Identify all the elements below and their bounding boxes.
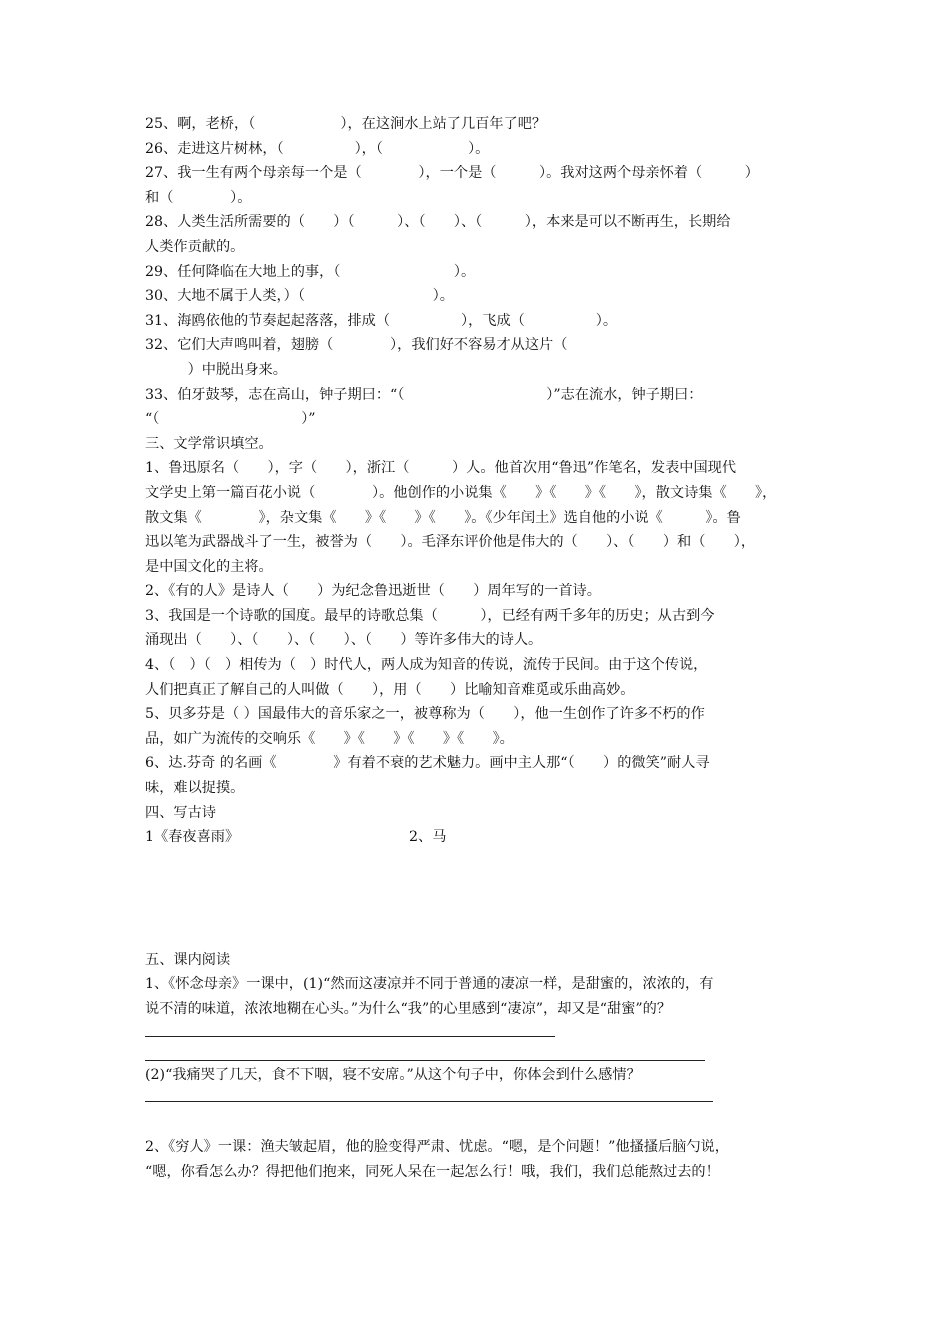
question-32: 32、它们大声鸣叫着，翅膀（ ），我们好不容易才从这片（ [145,337,568,354]
lit-question-1-cont-b: 散文集《 》，杂文集《 》《 》《 》。《少年闰土》选自他的小说《 》。鲁 [145,509,741,526]
question-33: 33、伯牙鼓琴，志在高山，钟子期曰：“（ ）”志在流水，钟子期曰： [145,386,703,403]
literature-section [145,432,810,801]
poem-writing-space [145,850,810,948]
question-25: 25、啊，老桥，（ ），在这涧水上站了几百年了吧？ [145,116,547,132]
reading-section [145,948,810,1185]
poem-title-1: 1《春夜喜雨》 [145,829,240,846]
reading-question-1: 1、《怀念母亲》一课中，(1)“然而这凄凉并不同于普通的凄凉一样，是甜蜜的，浓浓的，有 [145,976,714,993]
lit-question-4-cont: 人们把真正了解自己的人叫做（ ），用（ ）比喻知音难觅或乐曲高妙。 [145,681,635,698]
lit-question-1-cont-c: 迅以笔为武器战斗了一生，被誉为（ ）。毛泽东评价他是伟大的（ ）、（ ）和（ ）， [145,534,756,551]
lit-question-2: 2、《有的人》是诗人（ ）为纪念鲁迅逝世（ ）周年写的一首诗。 [145,583,601,600]
question-33-cont: “（ ）” [145,411,316,428]
section-heading-literature: 三、文学常识填空。 [145,435,273,452]
question-26: 26、走进这片树林，（ ），（ ）。 [145,140,490,157]
section-heading-poems: 四、写古诗 [145,804,216,821]
lit-question-3-cont: 涌现出（ ）、（ ）、（ ）、（ ）等许多伟大的诗人。 [145,632,543,649]
worksheet-page [145,112,810,1184]
answer-line [145,1060,705,1061]
question-31: 31、海鸥依他的节奏起起落落，排成（ ），飞成（ ）。 [145,312,618,329]
fill-in-section [145,112,810,432]
poem-section [145,801,810,948]
lit-question-6: 6、达.芬奇 的名画《 》有着不衰的艺术魅力。画中主人那“（ ）的微笑”耐人寻 [145,755,710,772]
lit-question-5: 5、贝多芬是（ ）国最伟大的音乐家之一，被尊称为（ ），他一生创作了许多不朽的作 [145,706,705,723]
question-28: 28、人类生活所需要的（ ）（ ）、（ ）、（ ），本来是可以不断再生，长期给 [145,214,731,231]
lit-question-3: 3、我国是一个诗歌的国度。最早的诗歌总集（ ），已经有两千多年的历史；从古到今 [145,607,715,624]
answer-line [145,1101,713,1102]
question-30: 30、大地不属于人类，）（ ）。 [145,288,454,305]
lit-question-1: 1、鲁迅原名（ ），字（ ），浙江（ ）人。他首次用“鲁迅”作笔名，发表中国现代 [145,460,737,477]
lit-question-1-cont-a: 文学史上第一篇百花小说（ ）。他创作的小说集《 》《 》《 》，散文诗集《 》， [145,484,777,501]
lit-question-5-cont: 品，如广为流传的交响乐《 》《 》《 》《 》。 [145,730,514,747]
reading-question-2-cont: “嗯，你看怎么办？得把他们抱来，同死人呆在一起怎么行！哦，我们，我们总能熬过去的！ [145,1163,720,1180]
reading-question-1-cont: 说不清的味道，浓浓地糊在心头。”为什么“我”的心里感到“凄凉”，却又是“甜蜜”的？ [145,1001,672,1017]
poem-title-2: 2、马 [409,829,447,846]
section-heading-reading: 五、课内阅读 [145,951,231,968]
lit-question-1-cont-d: 是中国文化的主将。 [145,558,273,575]
question-27-cont: 和（ ）。 [145,189,252,206]
question-27: 27、我一生有两个母亲每一个是（ ），一个是（ ）。我对这两个母亲怀着（ ） [145,165,759,182]
lit-question-4: 4、（ ）（ ）相传为（ ）时代人，两人成为知音的传说，流传于民间。由于这个传说， [145,657,708,674]
reading-question-2: 2、《穷人》一课：渔夫皱起眉，他的脸变得严肃、忧虑。“嗯，是个问题！”他搔搔后脑勺说， [145,1139,729,1156]
answer-line [145,1036,555,1037]
question-32-cont: ）中脱出身来。 [145,361,287,378]
question-28-cont: 人类作贡献的。 [145,238,245,255]
reading-question-1-part-2: (2)“我痛哭了几天，食不下咽，寝不安席。”从这个句子中，你体会到什么感情？ [145,1066,641,1083]
poem-titles-row [145,825,810,850]
question-29: 29、任何降临在大地上的事，（ ）。 [145,263,476,280]
lit-question-6-cont: 味，难以捉摸。 [145,780,245,797]
